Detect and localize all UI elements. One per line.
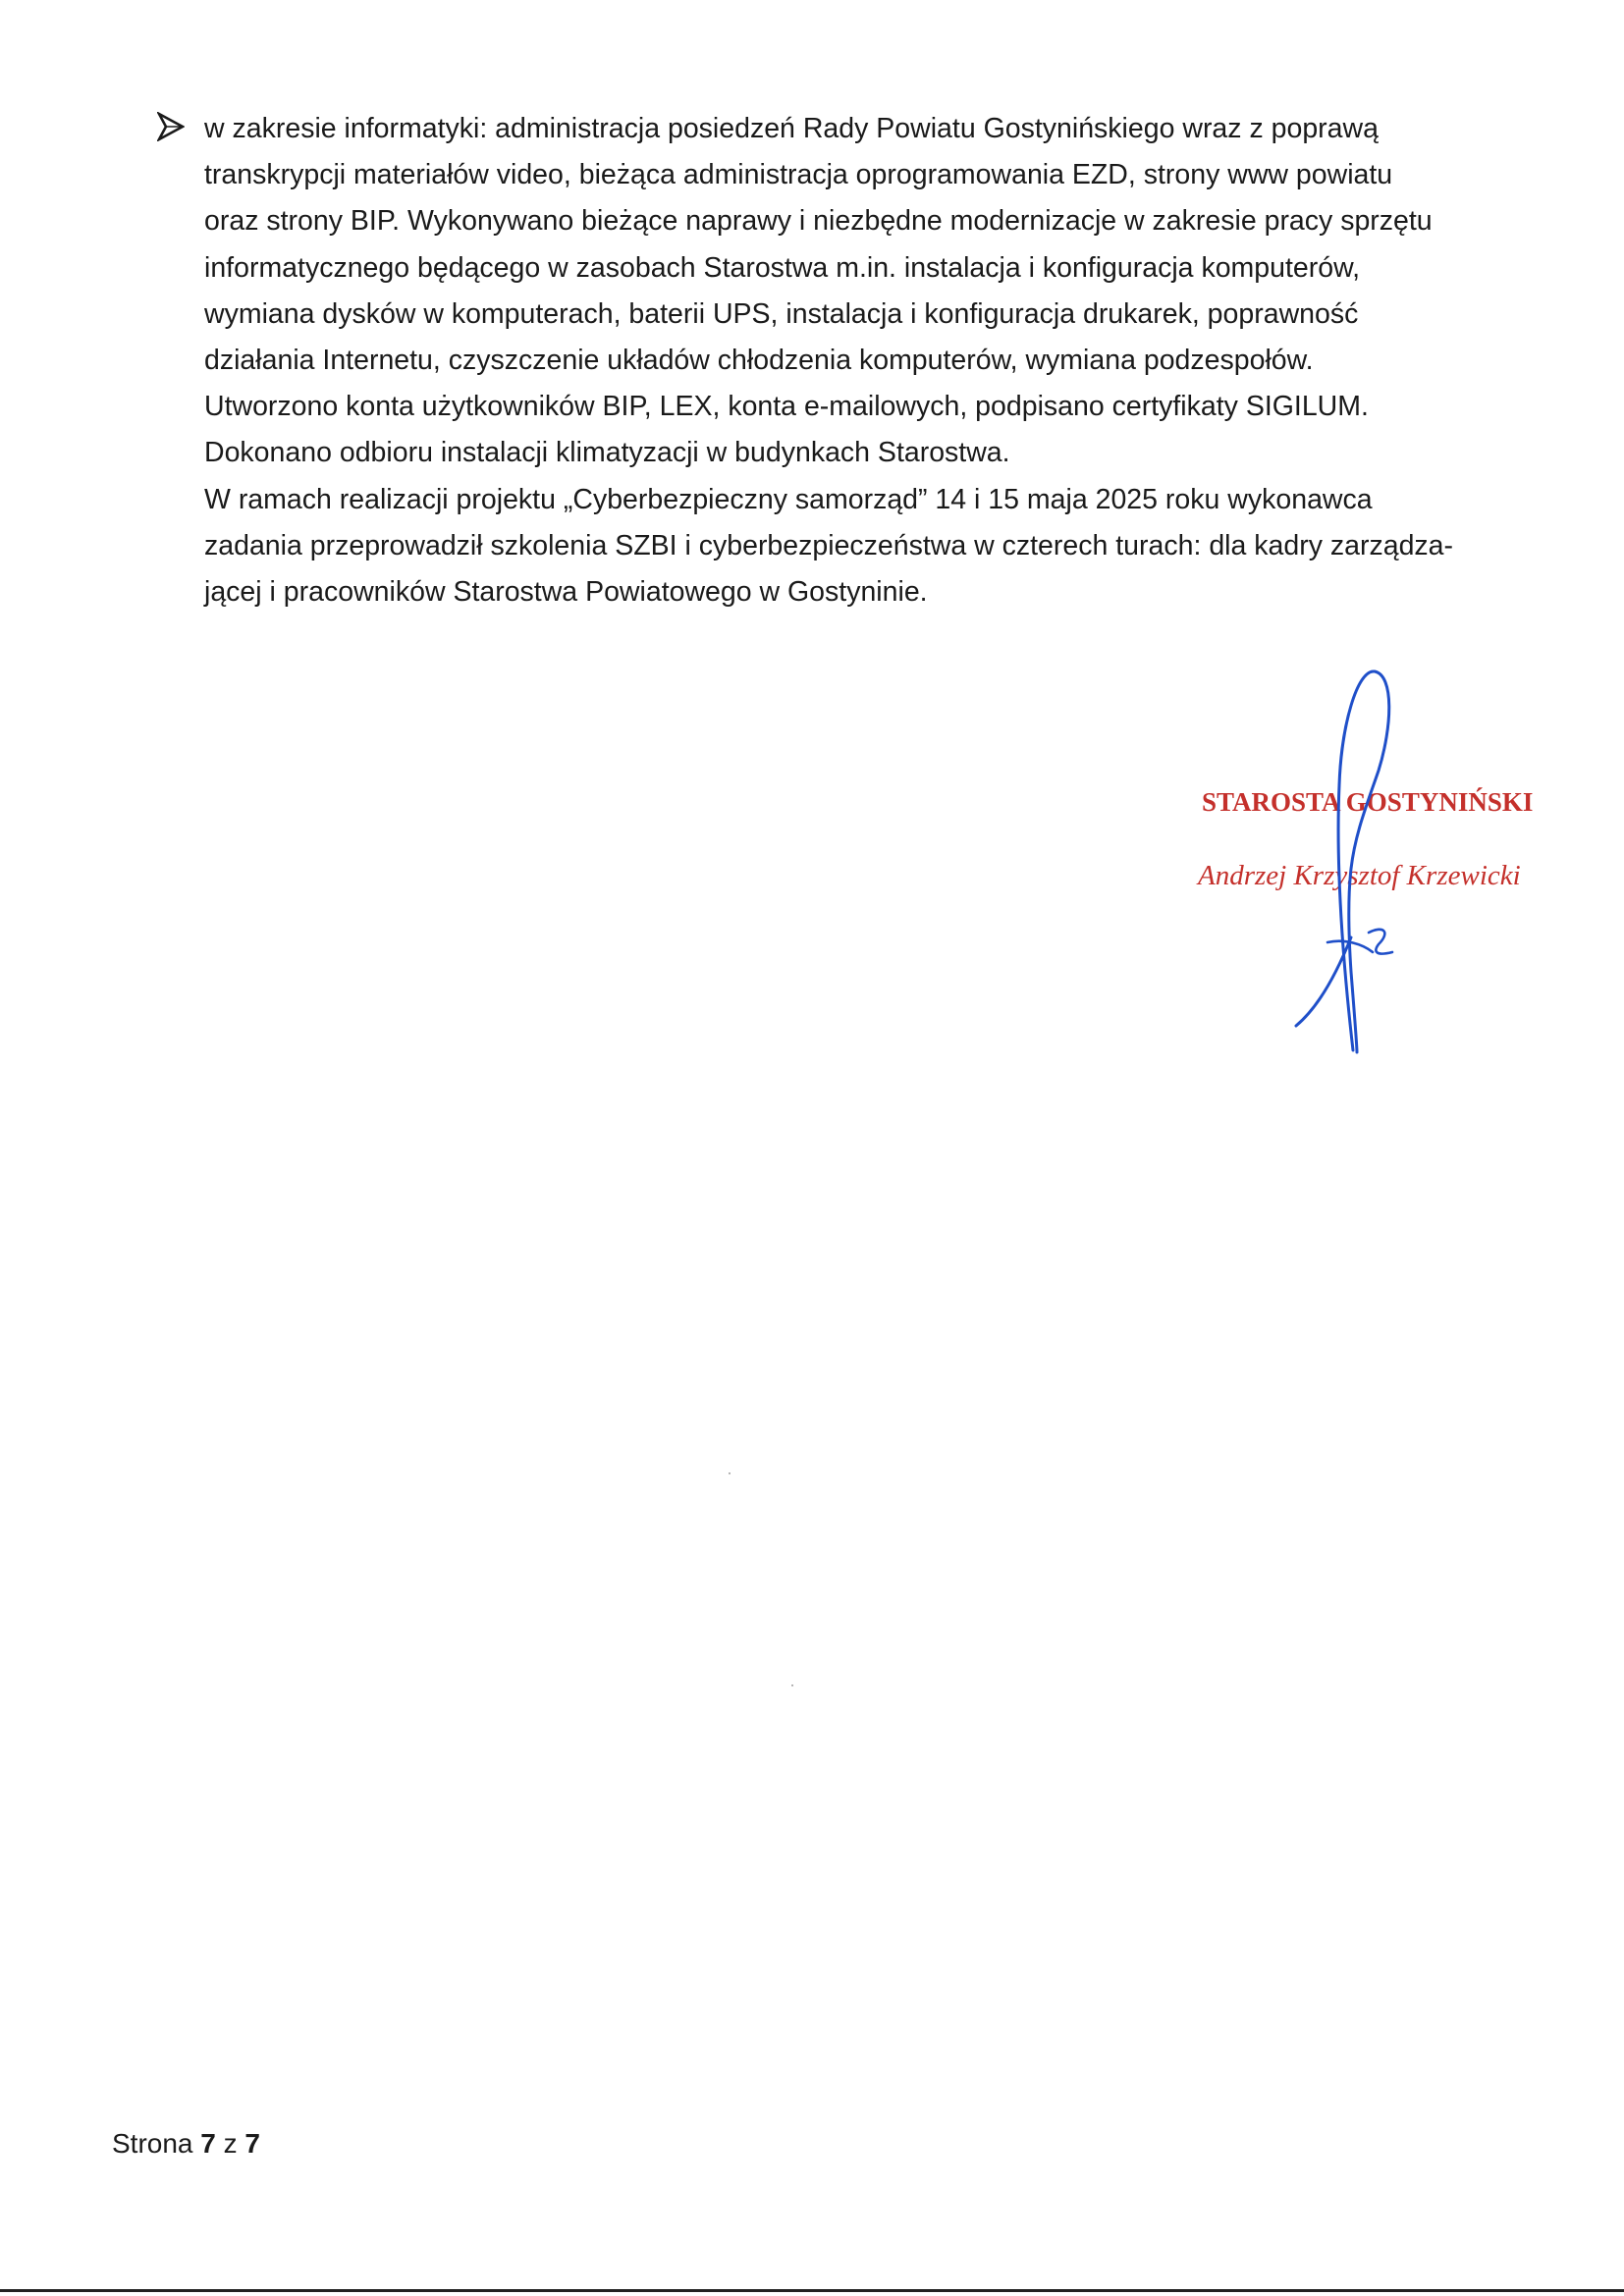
page-number <box>112 2128 260 2160</box>
paragraph-line: informatycznego będącego w zasobach Starostwa m.in. instalacja i konfiguracja komputerów, <box>204 251 1361 284</box>
paragraph-line: Utworzono konta użytkowników BIP, LEX, konta e-mailowych, podpisano certyfikaty SIGILUM. <box>204 391 1369 423</box>
paragraph-line: działania Internetu, czyszczenie układów chłodzenia komputerów, wymiana podzespołów. <box>204 345 1314 377</box>
paragraph-line: oraz strony BIP. Wykonywano bieżące naprawy i niezbędne modernizacje w zakresie pracy sprzętu <box>204 205 1433 238</box>
signatory-name: Andrzej Krzysztof Krzewicki <box>1198 860 1521 891</box>
current-page: 7 <box>200 2128 216 2159</box>
bottom-divider <box>0 2289 1624 2292</box>
bullet-paragraph <box>204 106 1510 615</box>
paragraph-line: w zakresie informatyki: administracja posiedzeń Rady Powiatu Gostynińskiego wraz z poprawą <box>204 113 1379 144</box>
total-pages: 7 <box>244 2128 260 2159</box>
paragraph-line: transkrypcji materiałów video, bieżąca administracja oprogramowania EZD, strony www powiatu <box>204 159 1393 191</box>
paragraph-line: W ramach realizacji projektu „Cyberbezpieczny samorząd” 14 i 15 maja 2025 roku wykonawca <box>204 483 1373 515</box>
arrowhead-bullet-icon <box>157 112 185 141</box>
handwritten-signature-icon <box>1276 658 1434 1070</box>
scan-speck <box>791 1684 793 1686</box>
paragraph-line: Dokonano odbioru instalacji klimatyzacji w budynkach Starostwa. <box>204 437 1010 469</box>
signatory-title: STAROSTA GOSTYNIŃSKI <box>1202 787 1534 817</box>
scan-speck <box>729 1472 731 1474</box>
paragraph-line: jącej i pracowników Starostwa Powiatowego w Gostyninie. <box>204 576 928 609</box>
page-number-prefix: Strona <box>112 2128 193 2159</box>
page-number-separator: z <box>223 2128 238 2159</box>
paragraph-line: zadania przeprowadził szkolenia SZBI i cyberbezpieczeństwa w czterech turach: dla kadry zarządza- <box>204 529 1454 561</box>
paragraph-line: wymiana dysków w komputerach, baterii UPS, instalacja i konfiguracja drukarek, poprawność <box>204 297 1359 330</box>
